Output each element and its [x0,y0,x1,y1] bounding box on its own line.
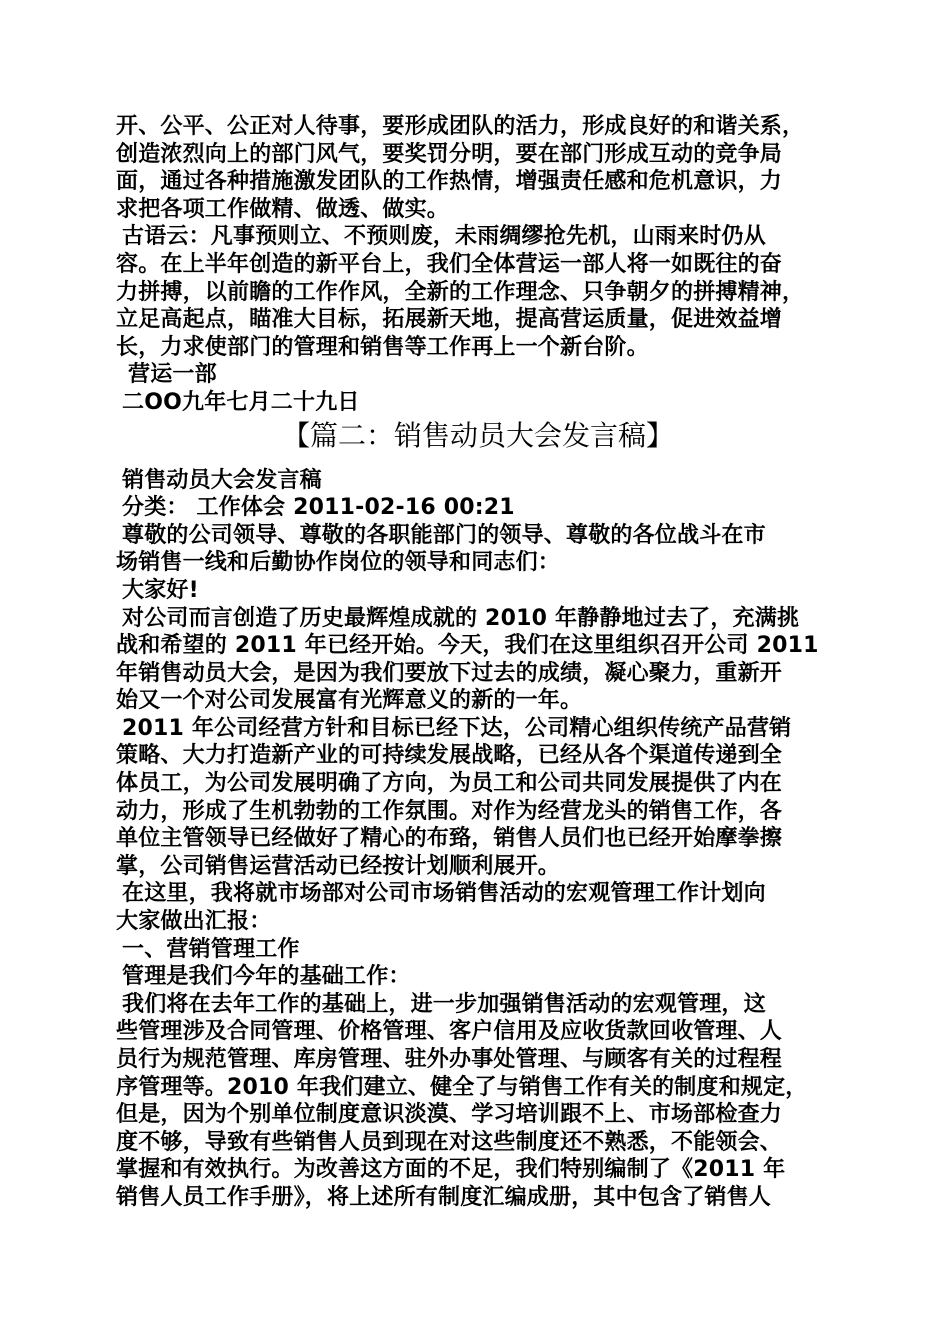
paragraph-line: 尊敬的公司领导、尊敬的各职能部门的领导、尊敬的各位战斗在市 [122,522,766,548]
part1-text [116,113,840,417]
paragraph-line: 单位主管领导已经做好了精心的布臵，销售人员们也已经开始摩拳擦 [116,826,783,852]
paragraph-line: 长，力求使部门的管理和销售等工作再上一个新台阶。 [116,334,649,360]
signature-date: 二OO九年七月二十九日 [122,389,360,415]
paragraph-line: 大家好! [122,577,199,603]
paragraph-line: 力拼搏，以前瞻的工作作风，全新的工作理念、只争朝夕的拼搏精神， [116,279,805,305]
section-heading: 【篇二：销售动员大会发言稿】 [281,418,674,452]
paragraph-line: 销售人员工作手册》，将上述所有制度汇编成册，其中包含了销售人 [116,1184,772,1210]
paragraph-line: 创造浓烈向上的部门风气，要奖罚分明，要在部门形成互动的竞争局 [116,141,783,167]
paragraph-line: 开、公平、公正对人待事，要形成团队的活力，形成良好的和谐关系， [116,114,805,139]
document-page [116,113,840,1212]
paragraph-line: 员行为规范管理、库房管理、驻外办事处管理、与顾客有关的过程程 [116,1047,783,1072]
paragraph-line: 掌，公司销售运营活动已经按计划顺利展开。 [116,853,561,879]
paragraph-line: 场销售一线和后勤协作岗位的领导和同志们： [116,550,561,576]
paragraph-line: 但是，因为个别单位制度意识淡漠、学习培训跟不上、市场部检查力 [116,1102,783,1128]
section2-text [116,467,840,1212]
paragraph-line: 求把各项工作做精、做透、做实。 [116,196,450,222]
paragraph-line: 面，通过各种措施激发团队的工作热情，增强责任感和危机意识，力 [116,169,783,195]
paragraph-line: 掌握和有效执行。为改善这方面的不足，我们特别编制了《2011 年 [116,1157,786,1183]
paragraph-line: 古语云：凡事预则立、不预则废，未雨绸缪抢先机，山雨来时仍从 [122,224,766,250]
paragraph-line: 动力，形成了生机勃勃的工作氛围。对作为经营龙头的销售工作，各 [116,798,783,824]
paragraph-line: 对公司而言创造了历史最辉煌成就的 2010 年静静地过去了，充满挑 [122,605,800,631]
paragraph-line: 体员工，为公司发展明确了方向，为员工和公司共同发展提供了内在 [116,771,783,797]
paragraph-line: 我们将在去年工作的基础上，进一步加强销售活动的宏观管理，这 [122,991,766,1017]
paragraph-line: 容。在上半年创造的新平台上，我们全体营运一部人将一如既往的奋 [116,251,783,277]
paragraph-line: 立足高起点，瞄准大目标，拓展新天地，提高营运质量，促进效益增 [116,307,783,333]
article-category: 分类： 工作体会 2011-02-16 00:21 [122,495,515,521]
paragraph-line: 策略、大力打造新产业的可持续发展战略，已经从各个渠道传递到全 [116,743,783,769]
paragraph-line: 战和希望的 2011 年已经开始。今天，我们在这里组织召开公司 2011 [116,633,819,659]
paragraph-line: 年销售动员大会，是因为我们要放下过去的成绩，凝心聚力，重新开 [116,660,783,686]
section-subheading: 一、营销管理工作 [122,936,300,962]
paragraph-line: 2011 年公司经营方针和目标已经下达，公司精心组织传统产品营销 [122,715,792,741]
paragraph-line: 度不够，导致有些销售人员到现在对这些制度还不熟悉，不能领会、 [116,1129,783,1155]
paragraph-line: 在这里，我将就市场部对公司市场销售活动的宏观管理工作计划向 [122,881,766,907]
paragraph-line: 些管理涉及合同管理、价格管理、客户信用及应收货款回收管理、人 [116,1019,783,1045]
paragraph-line: 序管理等。2010 年我们建立、健全了与销售工作有关的制度和规定， [116,1074,808,1100]
paragraph-line: 管理是我们今年的基础工作： [122,964,411,990]
paragraph-line: 大家做出汇报： [116,909,272,935]
paragraph-line: 始又一个对公司发展富有光辉意义的新的一年。 [116,688,583,714]
article-title: 销售动员大会发言稿 [122,467,322,493]
signature: 营运一部 [128,362,217,388]
